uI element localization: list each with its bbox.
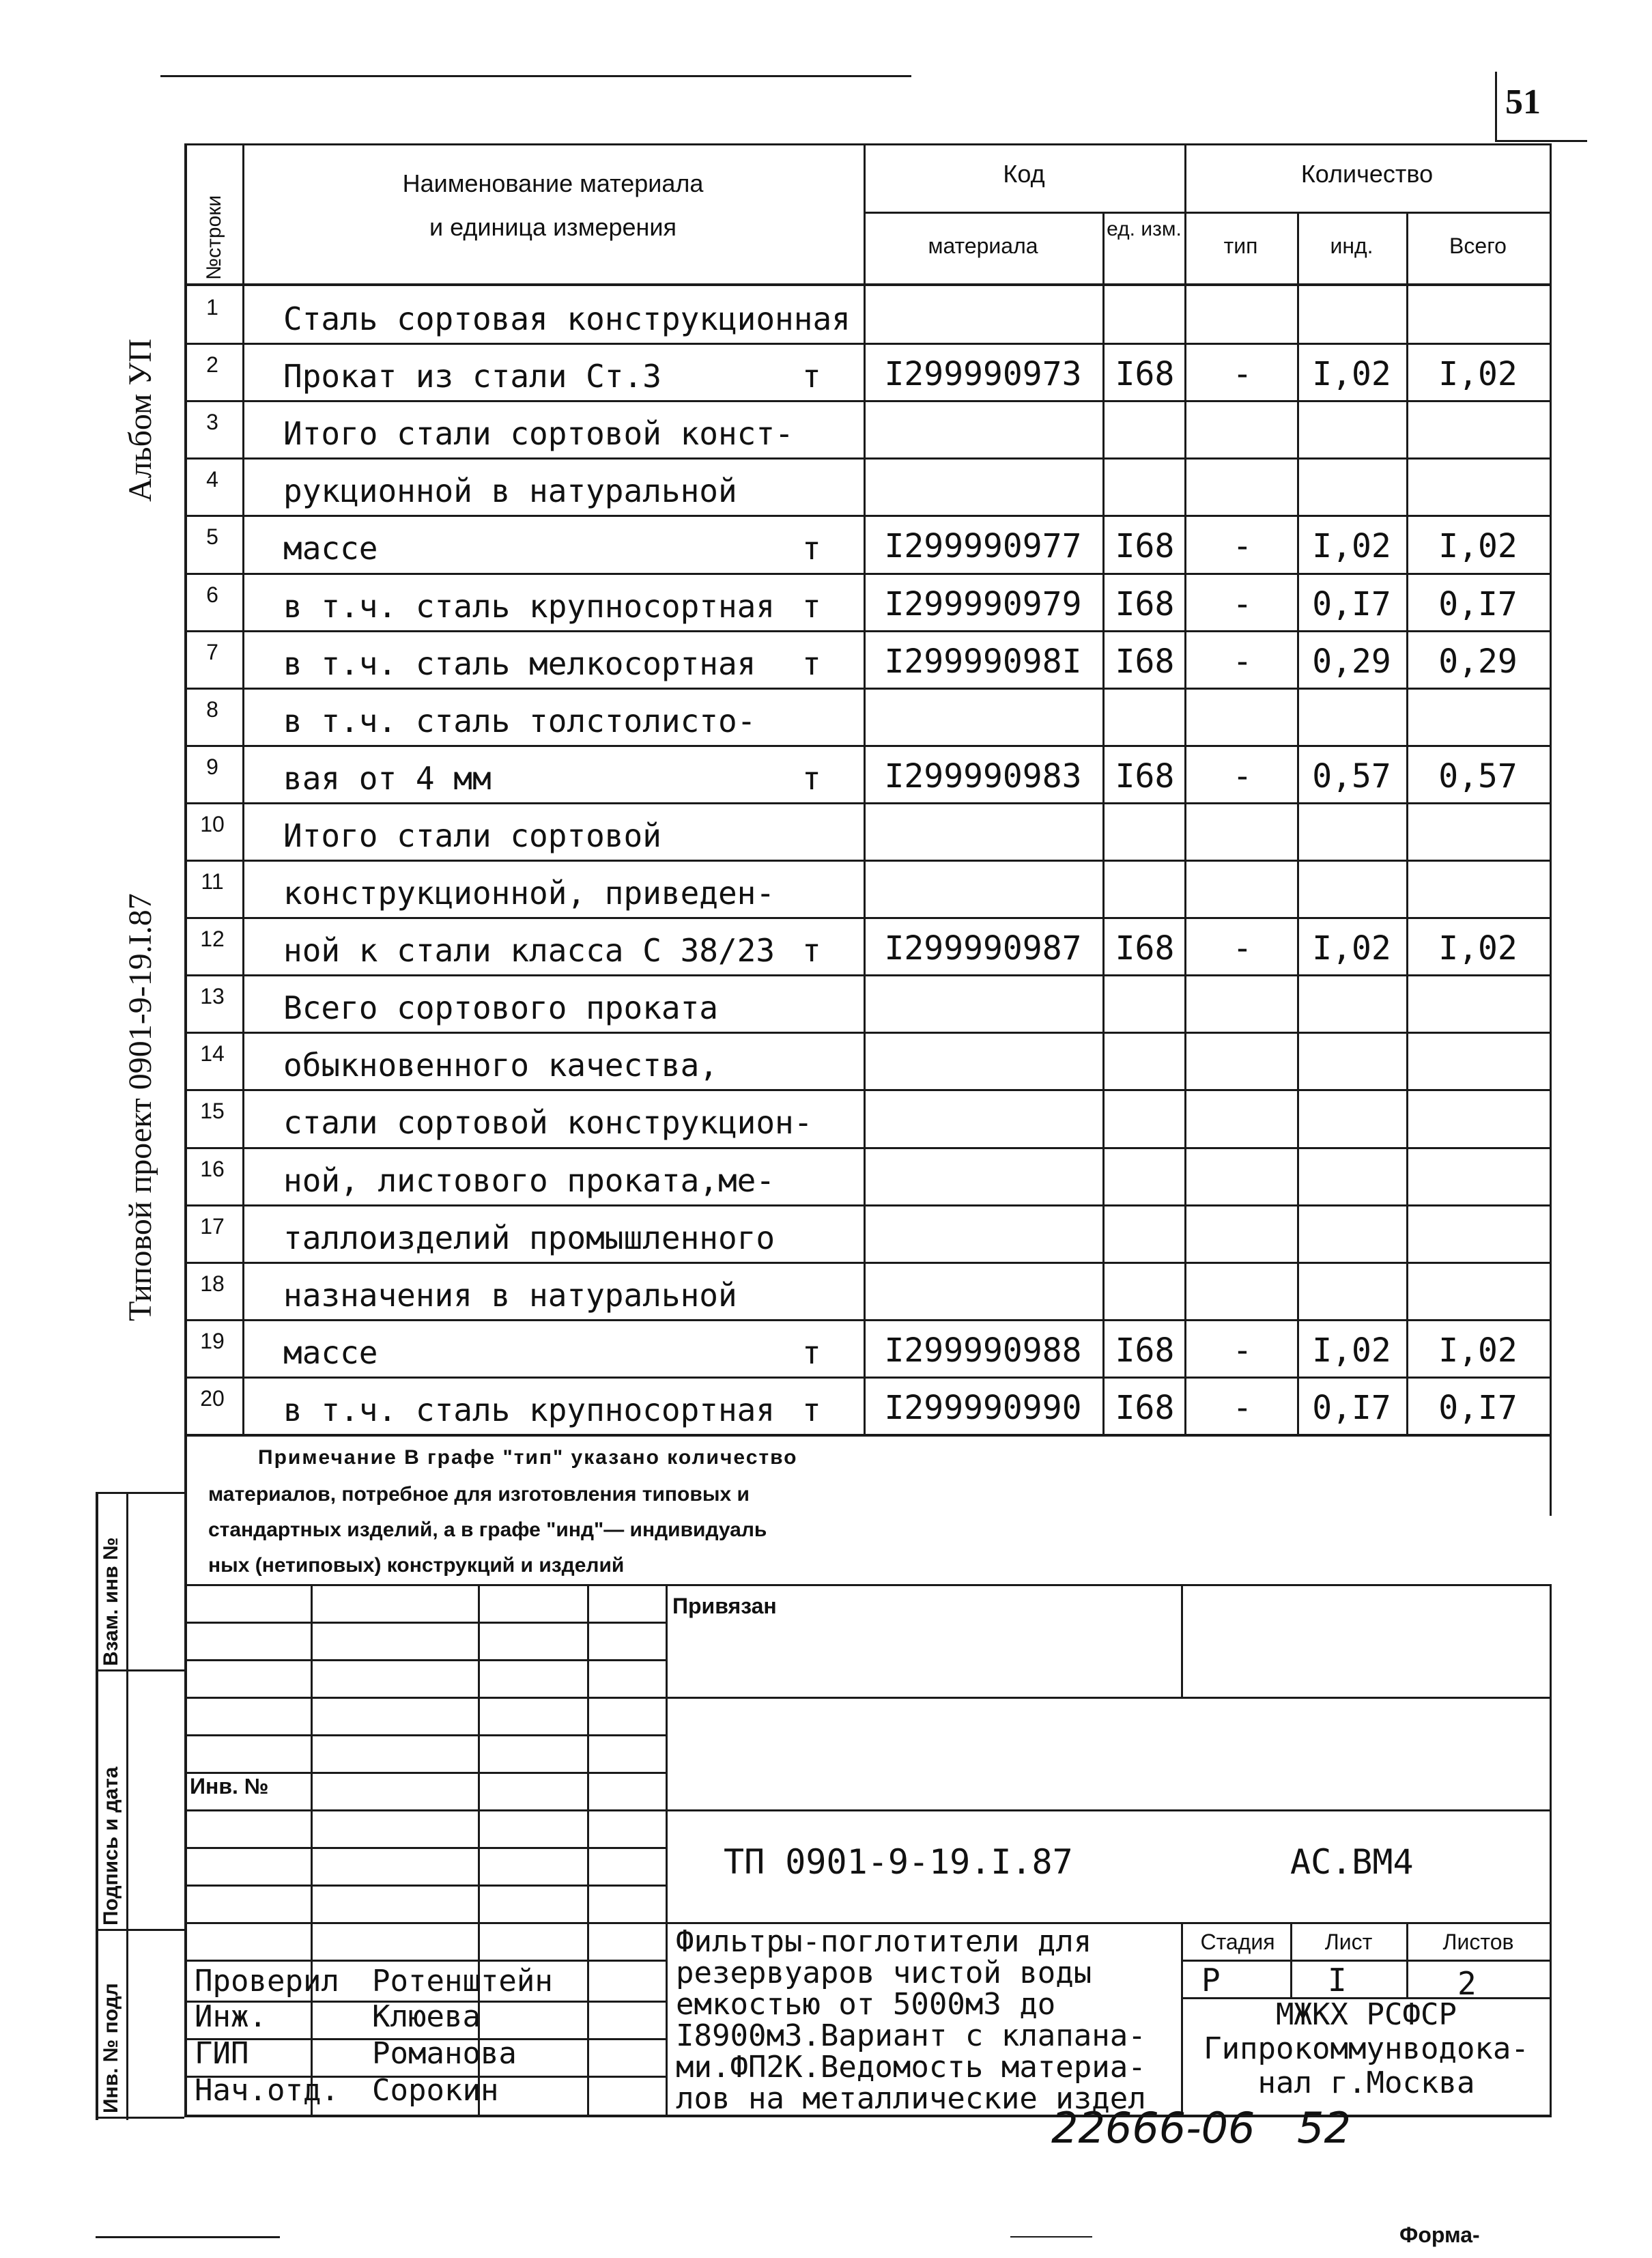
header-qty-type: тип	[1223, 234, 1258, 258]
project-label: Типовой проект 0901-9-19.I.87	[122, 893, 158, 1321]
sheets-label: Листов	[1442, 1930, 1514, 1954]
description-line: Фильтры-поглотители для	[676, 1924, 1092, 1959]
cell-tip: -	[1232, 585, 1253, 623]
description-line: ми.ФП2К.Ведомость материа-	[676, 2050, 1146, 2085]
cell-name: ной, листового проката,ме-	[283, 1162, 775, 1199]
cell-name: назначения в натуральной	[283, 1277, 737, 1314]
cell-n: 9	[206, 754, 218, 779]
signer-role: Проверил	[195, 1964, 339, 1999]
podpis-data-label: Подпись и дата	[100, 1766, 122, 1925]
cell-n: 13	[200, 984, 225, 1008]
cell-name: Сталь сортовая конструкционная	[283, 300, 851, 337]
cell-tip: -	[1232, 1331, 1253, 1370]
cell-total: 0,57	[1438, 757, 1518, 795]
header-code: Код	[1003, 160, 1045, 188]
cell-unit: т	[802, 1392, 821, 1428]
signer-role: ГИП	[195, 2036, 249, 2071]
org-line3: нал г.Москва	[1257, 2065, 1475, 2100]
cell-code: I299990987	[884, 929, 1082, 968]
cell-tip: -	[1232, 929, 1253, 968]
header-code-material: материала	[928, 234, 1038, 258]
sheet-label: Лист	[1324, 1930, 1373, 1954]
cell-n: 6	[206, 582, 218, 607]
cell-n: 2	[206, 352, 218, 377]
album-label: Альбом УП	[122, 338, 158, 502]
doc-code: ТП 0901-9-19.I.87	[724, 1842, 1073, 1882]
signer-name: Клюева	[372, 1999, 481, 2034]
cell-n: 8	[206, 697, 218, 722]
signer-name: Сорокин	[372, 2073, 499, 2108]
cell-total: I,02	[1438, 355, 1518, 393]
cell-n: 15	[200, 1099, 225, 1123]
cell-n: 18	[200, 1271, 225, 1296]
cell-ed: I68	[1115, 527, 1175, 565]
cell-n: 14	[200, 1041, 225, 1066]
signer-name: Романова	[372, 2036, 517, 2071]
cell-name: массе	[283, 1334, 378, 1371]
cell-name: в т.ч. сталь толстолисто-	[283, 703, 756, 739]
cell-name: Всего сортового проката	[283, 989, 718, 1026]
archive-number: 22666-06	[1051, 2103, 1255, 2153]
cell-name: стали сортовой конструкцион-	[283, 1104, 813, 1141]
vzam-inv-label: Взам. инв №	[100, 1537, 122, 1666]
cell-ed: I68	[1115, 757, 1175, 795]
cell-ed: I68	[1115, 585, 1175, 623]
cell-ind: 0,29	[1312, 643, 1391, 681]
cell-name: в т.ч. сталь мелкосортная	[283, 645, 756, 682]
note-line4: ных (нетиповых) конструкций и изделий	[208, 1554, 625, 1577]
cell-tip: -	[1232, 1389, 1253, 1427]
note-line2: материалов, потребное для изготовления типовых и	[208, 1483, 750, 1506]
cell-unit: т	[802, 588, 821, 625]
header-qty-total: Всего	[1449, 234, 1507, 258]
cell-n: 10	[200, 812, 225, 836]
cell-code: I299990973	[884, 355, 1082, 393]
signer-role: Инж.	[195, 1999, 267, 2034]
cell-name: в т.ч. сталь крупносортная	[283, 1392, 775, 1428]
header-qty: Количество	[1300, 160, 1434, 188]
privyazan-label: Привязан	[672, 1594, 777, 1618]
sheet-code: АС.ВМ4	[1290, 1842, 1414, 1882]
cell-n: 12	[200, 927, 225, 951]
cell-ind: I,02	[1312, 355, 1391, 393]
cell-name: ной к стали класса С 38/23	[283, 932, 775, 969]
sheet-value: I	[1328, 1962, 1347, 1999]
cell-name: обыкновенного качества,	[283, 1047, 718, 1084]
cell-tip: -	[1232, 757, 1253, 795]
cell-ind: I,02	[1312, 1331, 1391, 1370]
org-line2: Гипрокоммунводока-	[1204, 2031, 1529, 2066]
cell-unit: т	[802, 932, 821, 969]
cell-ind: 0,I7	[1312, 1389, 1391, 1427]
header-qty-ind: инд.	[1330, 234, 1373, 258]
header-code-unit: ед. изм.	[1107, 218, 1182, 240]
cell-total: I,02	[1438, 929, 1518, 968]
cell-tip: -	[1232, 527, 1253, 565]
cell-code: I299990979	[884, 585, 1082, 623]
note-line3: стандартных изделий, а в графе "инд"— индивидуаль	[208, 1519, 767, 1541]
cell-name: конструкционной, приведен-	[283, 875, 775, 912]
cell-ind: I,02	[1312, 929, 1391, 968]
cell-n: 1	[206, 295, 218, 320]
cell-unit: т	[802, 760, 821, 797]
page-number: 51	[1505, 83, 1541, 122]
format-label: Форма-	[1399, 2222, 1480, 2247]
cell-code: I29999098I	[884, 643, 1082, 681]
cell-ed: I68	[1115, 355, 1175, 393]
cell-total: I,02	[1438, 527, 1518, 565]
cell-total: 0,29	[1438, 643, 1518, 681]
cell-unit: т	[802, 358, 821, 395]
sheets-value: 2	[1457, 1965, 1477, 2002]
cell-tip: -	[1232, 643, 1253, 681]
header-row-no: №строки	[203, 195, 225, 280]
cell-code: I299990988	[884, 1331, 1082, 1370]
cell-code: I299990977	[884, 527, 1082, 565]
archive-page: 52	[1297, 2103, 1351, 2153]
cell-name: Прокат из стали Ст.3	[283, 358, 661, 395]
cell-unit: т	[802, 530, 821, 567]
cell-name: Итого стали сортовой	[283, 817, 661, 854]
stage-label: Стадия	[1200, 1930, 1275, 1954]
cell-ed: I68	[1115, 1389, 1175, 1427]
cell-n: 16	[200, 1157, 225, 1181]
cell-n: 7	[206, 640, 218, 664]
cell-code: I299990983	[884, 757, 1082, 795]
header-name-line2: и единица измерения	[429, 213, 677, 241]
cell-unit: т	[802, 645, 821, 682]
cell-ind: 0,57	[1312, 757, 1391, 795]
cell-total: I,02	[1438, 1331, 1518, 1370]
cell-tip: -	[1232, 355, 1253, 393]
cell-total: 0,I7	[1438, 585, 1518, 623]
header-name-line1: Наименование материала	[402, 169, 704, 197]
cell-name: в т.ч. сталь крупносортная	[283, 588, 775, 625]
cell-n: 4	[206, 467, 218, 492]
cell-ed: I68	[1115, 929, 1175, 968]
description-line: I8900м3.Вариант с клапана-	[676, 2018, 1146, 2053]
cell-n: 17	[200, 1214, 225, 1239]
cell-n: 19	[200, 1329, 225, 1353]
cell-n: 11	[201, 869, 224, 894]
cell-n: 5	[206, 524, 218, 549]
cell-name: таллоизделий промышленного	[283, 1219, 775, 1256]
note-line1: Примечание В графе "тип" указано количество	[258, 1446, 798, 1469]
cell-total: 0,I7	[1438, 1389, 1518, 1427]
signer-role: Нач.отд.	[195, 2073, 339, 2108]
cell-ed: I68	[1115, 643, 1175, 681]
cell-ed: I68	[1115, 1331, 1175, 1370]
cell-name: рукционной в натуральной	[283, 472, 737, 509]
cell-n: 3	[206, 410, 218, 434]
description-line: лов на металлические издел	[676, 2081, 1146, 2116]
cell-name: вая от 4 мм	[283, 760, 492, 797]
cell-unit: т	[802, 1334, 821, 1371]
stage-value: Р	[1201, 1962, 1221, 1999]
cell-ind: I,02	[1312, 527, 1391, 565]
inv-podl-label: Инв. № подл	[100, 1983, 122, 2113]
description-line: емкостью от 5000м3 до	[676, 1987, 1056, 2022]
inv-no-label: Инв. №	[190, 1774, 269, 1798]
cell-ind: 0,I7	[1312, 585, 1391, 623]
signer-name: Ротенштейн	[372, 1964, 553, 1999]
description-line: резервуаров чистой воды	[676, 1956, 1092, 1990]
cell-code: I299990990	[884, 1389, 1082, 1427]
cell-n: 20	[200, 1386, 225, 1411]
cell-name: массе	[283, 530, 378, 567]
org-line1: МЖКХ РСФСР	[1276, 1997, 1457, 2032]
cell-name: Итого стали сортовой конст-	[283, 415, 794, 452]
